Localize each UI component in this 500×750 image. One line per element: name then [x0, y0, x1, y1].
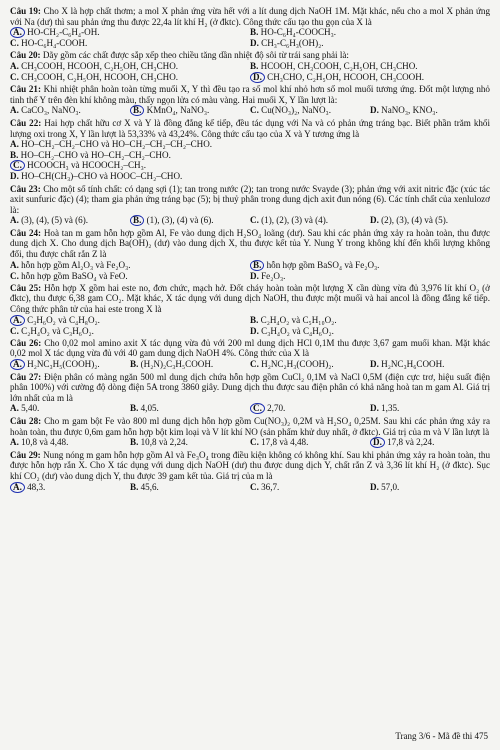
option-letter: D.: [370, 403, 379, 414]
answer-option[interactable]: [10, 482, 130, 493]
option-text: 10,8 và 4,48.: [21, 437, 69, 448]
question-block: [10, 416, 490, 448]
option-letter: A.: [10, 259, 19, 270]
option-text: C₂H₄O₂ và C₃H₆O₂.: [21, 325, 94, 336]
question-stem: Cho 0,02 mol amino axit X tác dụng vừa đủ với 200 ml dung dịch HCl 0,1M thu được 3,67 gam muối khan. Mặt khác 0,02 mol X tác dụng vừa đủ với 40 gam dung dịch NaOH 4%. Công thức của X là: [10, 337, 490, 359]
option-letter: A.: [10, 139, 19, 150]
circled-option-letter: B.: [130, 215, 144, 226]
option-text: 17,8 và 4,48.: [261, 437, 309, 448]
option-letter: D.: [10, 171, 19, 182]
option-letter: B.: [130, 481, 139, 492]
option-text: 45,6.: [140, 481, 159, 492]
option-letter: C.: [250, 437, 259, 448]
question-block: [10, 50, 490, 82]
answer-option[interactable]: [10, 315, 250, 326]
option-text: KMnO₄, NaNO₃.: [146, 105, 210, 116]
option-text: C₃H₆O₂ và C₄H₈O₂.: [27, 314, 100, 325]
option-letter: C.: [250, 359, 259, 369]
answer-option[interactable]: [130, 437, 250, 448]
option-letter: C.: [250, 481, 259, 492]
question-list: [10, 6, 490, 493]
question-text: [10, 6, 490, 27]
question-text: [10, 228, 490, 260]
question-block: [10, 228, 490, 281]
option-text: hỗn hợp gồm BaSO₄ và FeO.: [21, 270, 128, 281]
option-text: H₂NC₃H₆COOH.: [381, 359, 445, 369]
question-stem: Hoà tan m gam hỗn hợp gồm Al, Fe vào dung dịch H₂SO₄ loãng (dư). Sau khi các phản ứng xảy ra hoàn toàn, thu được dung dịch X. Cho dung dịch Ba(OH)₂ (dư) vào dung dịch X, thu được kết tủa Y. Nung Y trong không khí đến khối lượng không đổi, thu được chất rắn Z là: [10, 227, 490, 260]
option-letter: D.: [250, 325, 259, 336]
question-number: Câu 20:: [10, 50, 41, 61]
option-letter: D.: [370, 481, 379, 492]
answer-option[interactable]: [370, 359, 490, 370]
option-text: HO–CH(CH₃)–CHO và HOOC–CH₂–CHO.: [21, 171, 183, 182]
answer-options: [10, 482, 490, 493]
answer-option[interactable]: [10, 271, 250, 282]
option-text: CH₃CHO, C₂H₅OH, HCOOH, CH₃COOH.: [267, 71, 425, 82]
option-letter: C.: [10, 38, 19, 49]
option-letter: C.: [10, 71, 19, 82]
option-text: 2,70.: [267, 403, 286, 414]
answer-options: [10, 139, 490, 182]
question-text: [10, 416, 490, 437]
option-letter: A.: [10, 403, 19, 414]
option-letter: A.: [10, 437, 19, 448]
option-text: hỗn hợp gồm Al₂O₃ và Fe₂O₃.: [21, 259, 131, 270]
question-number: Câu 23:: [10, 183, 41, 194]
answer-option[interactable]: [250, 271, 490, 282]
answer-option[interactable]: [370, 403, 490, 414]
answer-option[interactable]: [10, 215, 130, 226]
option-letter: B.: [130, 359, 139, 369]
question-number: Câu 24:: [10, 227, 42, 238]
answer-option[interactable]: [130, 359, 250, 370]
question-block: [10, 283, 490, 336]
answer-option[interactable]: [370, 437, 490, 448]
question-block: [10, 118, 490, 182]
option-text: 17,8 và 2,24.: [387, 437, 435, 448]
option-text: Cu(NO₃)₂, NaNO₃.: [261, 105, 331, 116]
answer-option[interactable]: [250, 403, 370, 414]
question-block: [10, 372, 490, 415]
option-letter: A.: [10, 60, 19, 71]
circled-option-letter: A.: [10, 315, 25, 326]
question-number: Câu 26:: [10, 337, 42, 348]
question-stem: Cho X là hợp chất thơm; a mol X phản ứng vừa hết với a lít dung dịch NaOH 1M. Mặt khác, nếu cho a mol X phản ứng với Na (dư) thì sau phản ứng thu được 22,4a lít khí H₂ (ở đktc). Công thức cấu tạo thu gọn của X là: [10, 6, 490, 27]
option-text: hỗn hợp gồm BaSO₄ và Fe₂O₃.: [266, 259, 380, 270]
answer-options: [10, 437, 490, 448]
question-text: [10, 372, 490, 404]
answer-option[interactable]: [130, 105, 250, 116]
option-letter: D.: [370, 359, 379, 369]
answer-option[interactable]: [10, 437, 130, 448]
option-text: (1), (2), (3) và (4).: [261, 215, 329, 226]
answer-options: [10, 61, 490, 83]
answer-option[interactable]: [370, 482, 490, 493]
question-block: [10, 84, 490, 116]
question-block: [10, 6, 490, 49]
option-text: NaNO₃, KNO₃.: [381, 105, 438, 116]
answer-option[interactable]: [250, 437, 370, 448]
answer-option[interactable]: [250, 38, 490, 49]
answer-options: [10, 359, 490, 370]
answer-option[interactable]: [250, 315, 490, 326]
answer-options: [10, 215, 490, 226]
option-text: HO–CH₂–CHO và HO–CH₂–CH₂–CHO.: [20, 149, 171, 160]
option-text: HO-C₆H₄-COOCH₃.: [260, 27, 337, 38]
answer-option[interactable]: [250, 326, 490, 337]
answer-option[interactable]: [130, 215, 250, 226]
option-text: HO-CH₂-C₆H₄-OH.: [27, 27, 100, 38]
option-letter: D.: [250, 38, 259, 49]
question-stem: Khi nhiệt phân hoàn toàn từng muối X, Y thì đều tạo ra số mol khí nhỏ hơn số mol muối tương ứng. Đốt một lượng nhỏ tinh thể Y trên đèn khí không màu, thấy ngọn lửa có màu vàng. Hai muối X, Y lần lượt là:: [10, 84, 490, 105]
option-text: C₃H₄O₂ và C₄H₆O₂.: [261, 325, 334, 336]
answer-option[interactable]: [10, 38, 250, 49]
option-letter: D.: [370, 105, 379, 116]
answer-option[interactable]: [250, 359, 370, 370]
option-text: (3), (4), (5) và (6).: [21, 215, 89, 226]
option-text: 48,3.: [27, 481, 46, 492]
answer-options: [10, 315, 490, 337]
answer-option[interactable]: [10, 359, 130, 370]
option-text: HCOOH, CH₃COOH, C₂H₅OH, CH₃CHO.: [260, 60, 418, 71]
question-number: Câu 19:: [10, 6, 41, 16]
answer-option[interactable]: [250, 61, 490, 72]
answer-option[interactable]: [10, 72, 250, 83]
circled-option-letter: A.: [10, 359, 25, 370]
option-letter: B.: [10, 149, 19, 160]
answer-option[interactable]: [10, 160, 490, 171]
answer-option[interactable]: [370, 215, 490, 226]
answer-option[interactable]: [10, 326, 250, 337]
option-letter: B.: [130, 403, 139, 414]
option-text: CH₃COOH, HCOOH, C₂H₅OH, CH₃CHO.: [21, 60, 179, 71]
answer-options: [10, 27, 490, 49]
option-text: Fe₂O₃.: [261, 270, 286, 281]
question-text: [10, 84, 490, 105]
option-letter: C.: [250, 215, 259, 226]
answer-option[interactable]: [130, 403, 250, 414]
option-text: CH₃-C₆H₃(OH)₂.: [261, 38, 324, 49]
answer-option[interactable]: [10, 139, 490, 150]
answer-option[interactable]: [10, 260, 250, 271]
answer-option[interactable]: [250, 260, 490, 271]
answer-option[interactable]: [250, 72, 490, 83]
answer-option[interactable]: [130, 482, 250, 493]
answer-option[interactable]: [10, 105, 130, 116]
circled-option-letter: A.: [10, 482, 25, 493]
page-footer: Trang 3/6 - Mã đề thi 475: [395, 731, 488, 742]
question-number: Câu 28:: [10, 415, 42, 426]
question-stem: Điện phân có màng ngăn 500 ml dung dịch chứa hỗn hợp gồm CuCl₂ 0,1M và NaCl 0,5M (điện cực trơ, hiệu suất điện phân 100%) với cường độ dòng điện 5A trong 3860 giây. Dung dịch thu được sau điện phân có khả năng hoà tan m gam Al. Giá trị lớn nhất của m là: [10, 371, 490, 403]
option-text: H₂NC₂H₃(COOH)₂.: [261, 359, 334, 369]
option-text: HO–CH₂–CH₂–CHO và HO–CH₂–CH₂–CH₂–CHO.: [21, 139, 213, 150]
question-number: Câu 21:: [10, 84, 41, 95]
answer-option[interactable]: [250, 482, 370, 493]
option-letter: B.: [250, 27, 259, 38]
answer-option[interactable]: [250, 105, 370, 116]
question-stem: Dãy gồm các chất được sắp xếp theo chiều tăng dần nhiệt độ sôi từ trái sang phải là:: [42, 50, 349, 61]
option-letter: A.: [10, 105, 19, 116]
option-text: 36,7.: [261, 481, 280, 492]
question-text: [10, 338, 490, 359]
question-number: Câu 27:: [10, 371, 42, 382]
option-text: 57,0.: [381, 481, 400, 492]
circled-option-letter: C.: [10, 160, 25, 171]
question-stem: Hỗn hợp X gồm hai este no, đơn chức, mạch hở. Đốt cháy hoàn toàn một lượng X cần dùng vừa đủ 3,976 lít khí O₂ (ở đktc), thu được 6,38 gam CO₂. Mặt khác, X tác dụng với dung dịch NaOH, thu được một muối và hai ancol là đồng đẳng kế tiếp. Công thức phân tử của hai este trong X là: [10, 282, 490, 315]
option-letter: B.: [130, 437, 139, 448]
circled-option-letter: D.: [250, 72, 265, 83]
option-text: CaCO₃, NaNO₃.: [21, 105, 81, 116]
option-text: (H₂N)₂C₃H₅COOH.: [140, 359, 214, 369]
question-number: Câu 22:: [10, 117, 42, 128]
answer-option[interactable]: [10, 27, 250, 38]
answer-option[interactable]: [250, 27, 490, 38]
question-stem: Cho một số tính chất: có dạng sợi (1); tan trong nước (2); tan trong nước Svayde (3); phản ứng với axit nitric đặc (xúc tác axit sunfuric đặc) (4); tham gia phản ứng tráng bạc (5); bị thuỷ phân trong dung dịch axit đun nóng (6). Các tính chất của xenlulozơ là:: [10, 183, 490, 215]
answer-option[interactable]: [10, 171, 490, 182]
option-text: 4,05.: [140, 403, 159, 414]
option-text: C₂H₄O₂ và C₅H₁₀O₂.: [260, 314, 337, 325]
answer-option[interactable]: [250, 215, 370, 226]
circled-option-letter: B.: [130, 105, 144, 116]
answer-option[interactable]: [10, 150, 490, 161]
option-text: 10,8 và 2,24.: [140, 437, 188, 448]
question-block: [10, 450, 490, 493]
option-text: 1,35.: [381, 403, 400, 414]
question-number: Câu 29:: [10, 449, 41, 460]
answer-option[interactable]: [10, 61, 250, 72]
option-text: (1), (3), (4) và (6).: [146, 215, 214, 226]
option-letter: C.: [250, 105, 259, 116]
option-text: (2), (3), (4) và (5).: [381, 215, 449, 226]
option-letter: B.: [250, 314, 259, 325]
answer-options: [10, 403, 490, 414]
option-letter: C.: [10, 325, 19, 336]
option-letter: D.: [250, 270, 259, 281]
option-text: H₂NC₃H₅(COOH)₂.: [27, 359, 100, 369]
question-block: [10, 184, 490, 227]
option-letter: D.: [370, 215, 379, 226]
answer-option[interactable]: [10, 403, 130, 414]
question-stem: Nung nóng m gam hỗn hợp gồm Al và Fe₃O₄ trong điều kiện không có không khí. Sau khi phản ứng xảy ra hoàn toàn, thu được hỗn hợp rắn X. Cho X tác dụng với dung dịch NaOH (dư) thu được dung dịch Y, chất rắn Z và 3,36 lít khí H₂ (ở đktc). Sục khí CO₂ (dư) vào dung dịch Y, thu được 39 gam kết tủa. Giá trị của m là: [10, 449, 490, 481]
circled-option-letter: A.: [10, 27, 25, 38]
circled-option-letter: D.: [370, 437, 385, 448]
option-text: 5,40.: [21, 403, 40, 414]
circled-option-letter: B.: [250, 260, 264, 271]
question-number: Câu 25:: [10, 282, 42, 293]
option-letter: C.: [10, 270, 19, 281]
circled-option-letter: C.: [250, 403, 265, 414]
question-block: [10, 338, 490, 370]
question-text: [10, 184, 490, 216]
question-text: [10, 450, 490, 482]
question-stem: Hai hợp chất hữu cơ X và Y là đồng đẳng kế tiếp, đều tác dụng với Na và có phản ứng tráng bạc. Biết phần trăm khối lượng oxi trong X, Y lần lượt là 53,33% và 43,24%. Công thức cấu tạo của X và Y tương ứng là: [10, 117, 490, 139]
option-letter: A.: [10, 215, 19, 226]
option-letter: B.: [250, 60, 259, 71]
answer-options: [10, 105, 490, 116]
question-text: [10, 283, 490, 315]
question-text: [10, 118, 490, 139]
answer-option[interactable]: [370, 105, 490, 116]
question-stem: Cho m gam bột Fe vào 800 ml dung dịch hỗn hợp gồm Cu(NO₃)₂ 0,2M và H₂SO₄ 0,25M. Sau khi các phản ứng xảy ra hoàn toàn, thu được 0,6m gam hỗn hợp bột kim loại và V lít khí NO (sản phẩm khử duy nhất, ở đktc). Giá trị của m và V lần lượt là: [10, 415, 491, 437]
question-text: [10, 50, 490, 61]
option-text: CH₃COOH, C₂H₅OH, HCOOH, CH₃CHO.: [21, 71, 179, 82]
answer-options: [10, 260, 490, 282]
option-text: HO-C₆H₄-COOH.: [21, 38, 88, 49]
option-text: HCOOCH₃ và HCOOCH₂–CH₃.: [27, 160, 147, 171]
